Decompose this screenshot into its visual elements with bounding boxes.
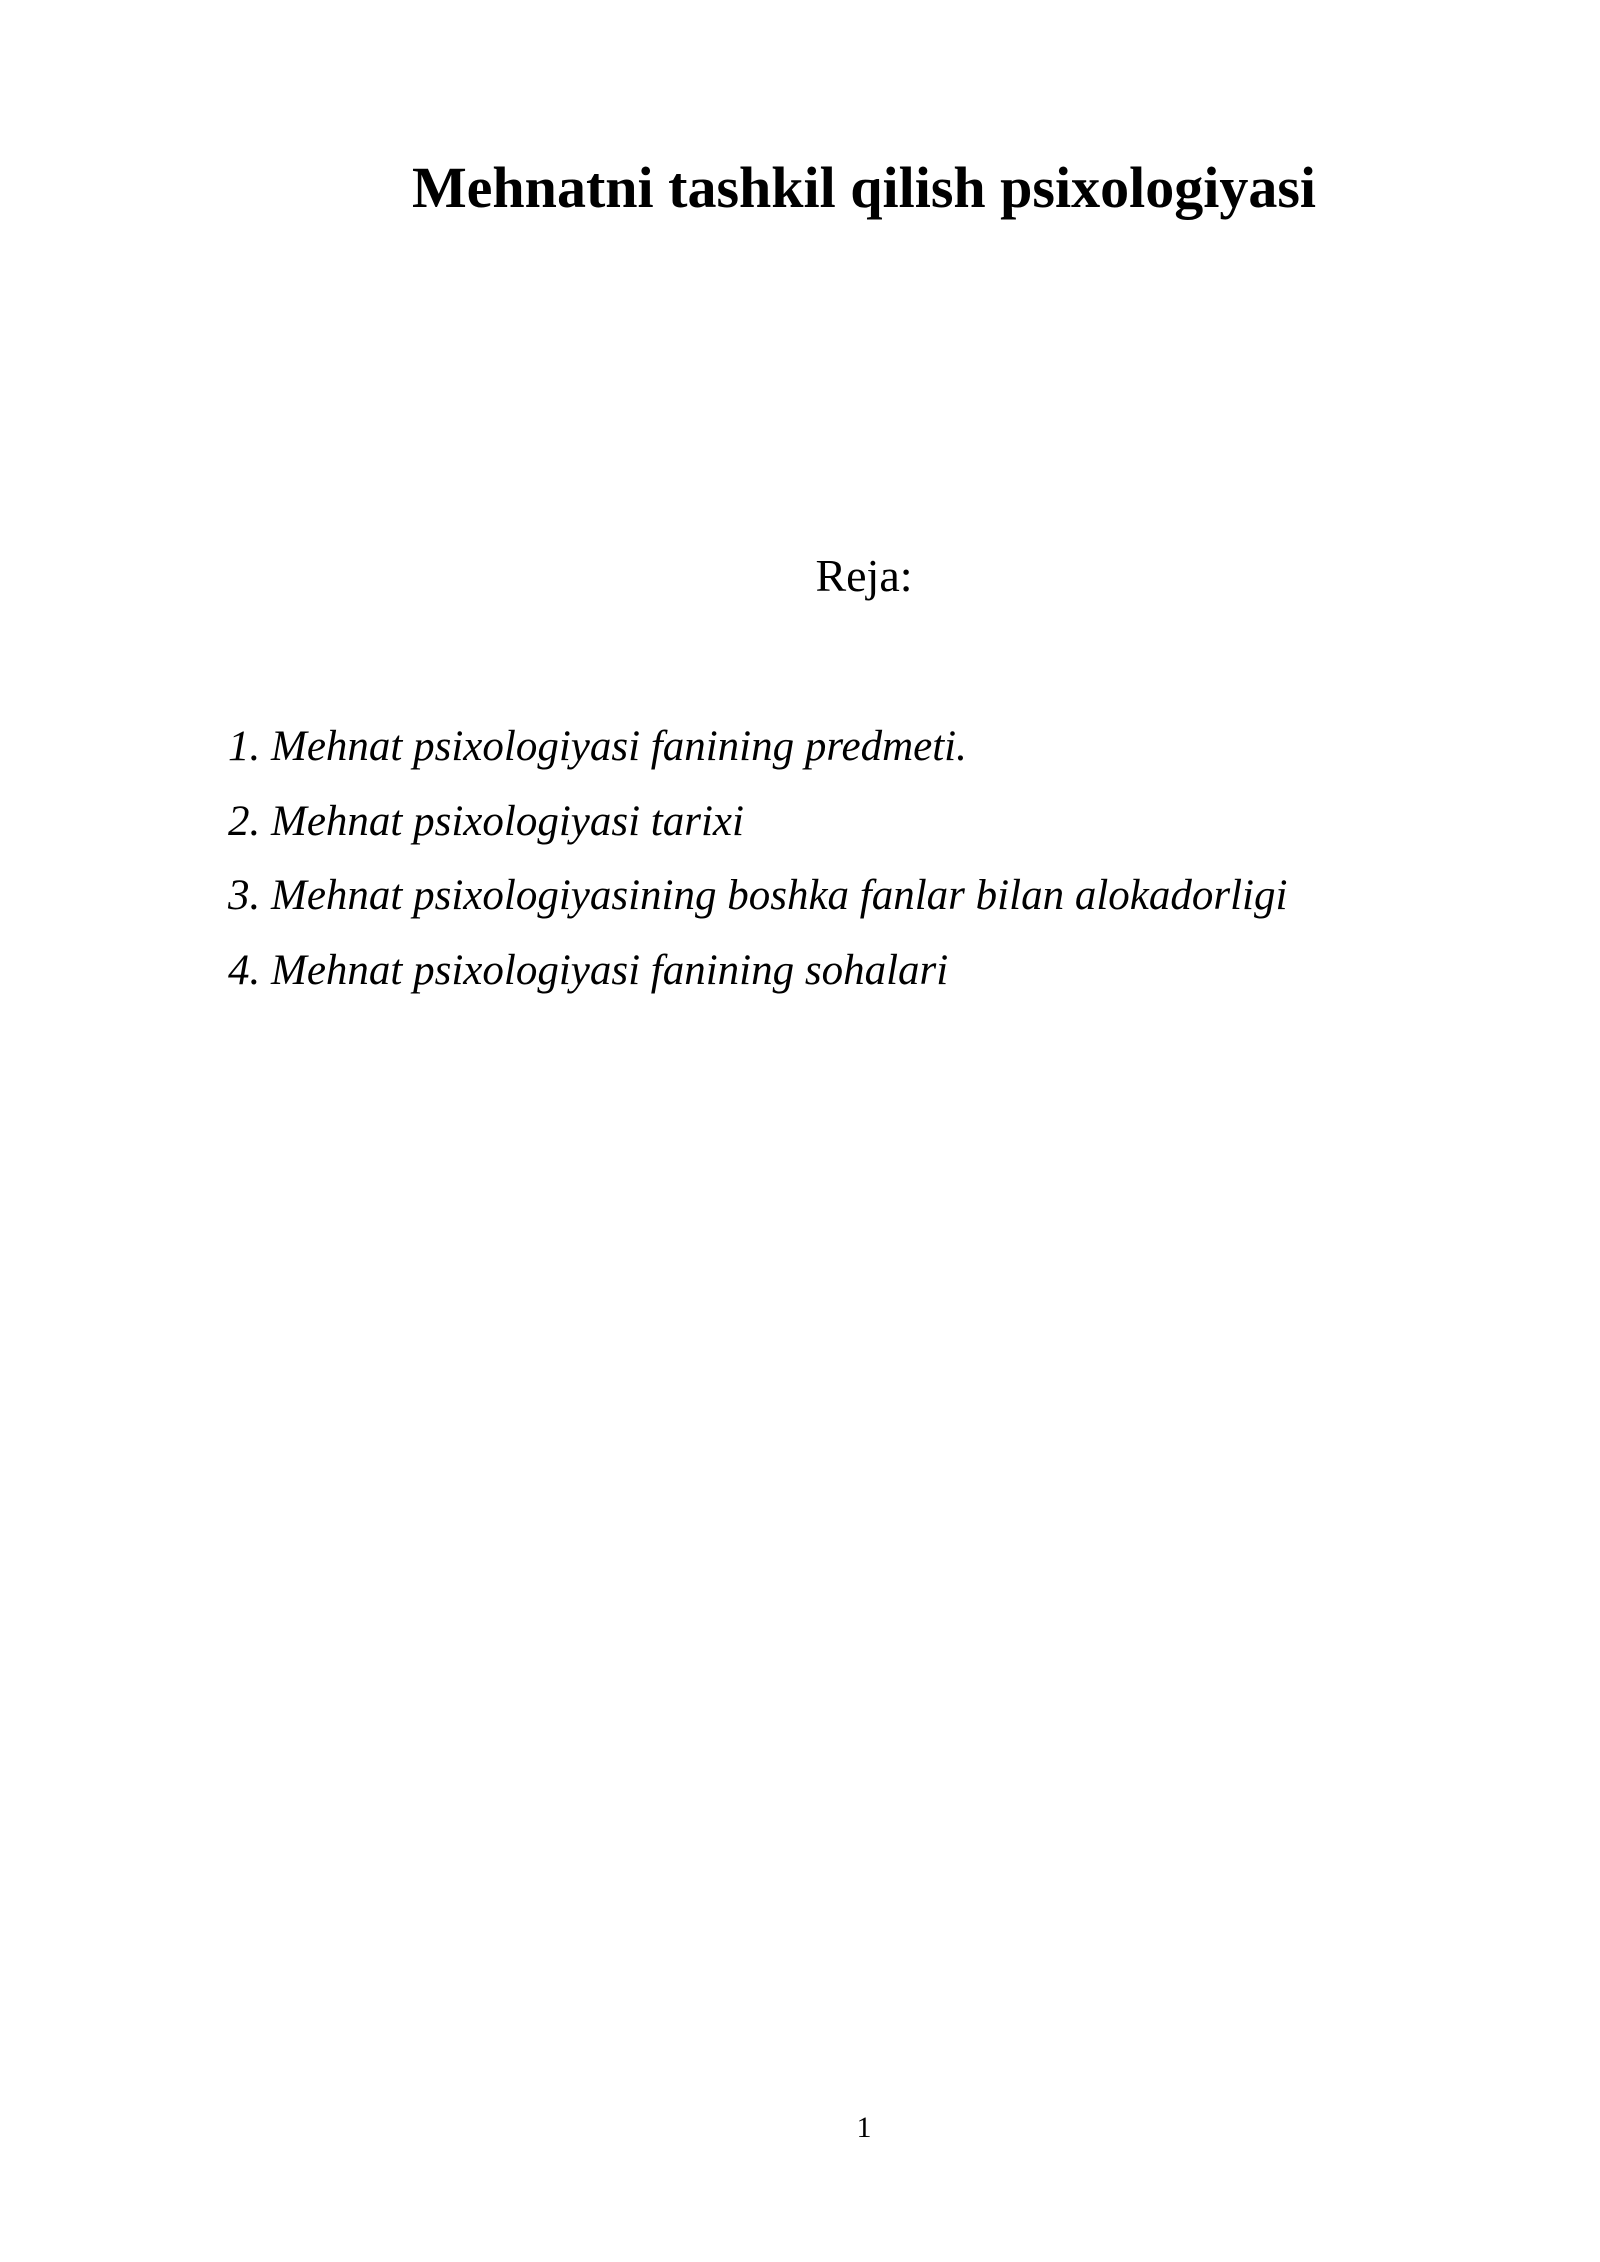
list-item (228, 785, 1287, 860)
list-item (228, 859, 1287, 934)
list-item (228, 934, 1287, 1009)
plan-list (228, 710, 1287, 1008)
list-item-text: Mehnat psixologiyasi tarixi (271, 797, 744, 845)
list-item-number: 3. (228, 872, 261, 919)
list-item (228, 710, 1287, 785)
page-number: 1 (856, 2111, 872, 2144)
list-item-number: 2. (228, 797, 261, 845)
list-item-text: Mehnat psixologiyasi fanining sohalari (271, 946, 949, 994)
list-item-number: 1. (228, 723, 261, 770)
list-item-text: Mehnat psixologiyasi fanining predmeti. (271, 723, 967, 770)
plan-heading: Reja: (815, 550, 913, 601)
list-item-text: Mehnat psixologiyasining boshka fanlar bilan alokadorligi (271, 872, 1288, 919)
list-item-number: 4. (228, 946, 261, 994)
page-title: Mehnatni tashkil qilish psixologiyasi (411, 155, 1317, 220)
